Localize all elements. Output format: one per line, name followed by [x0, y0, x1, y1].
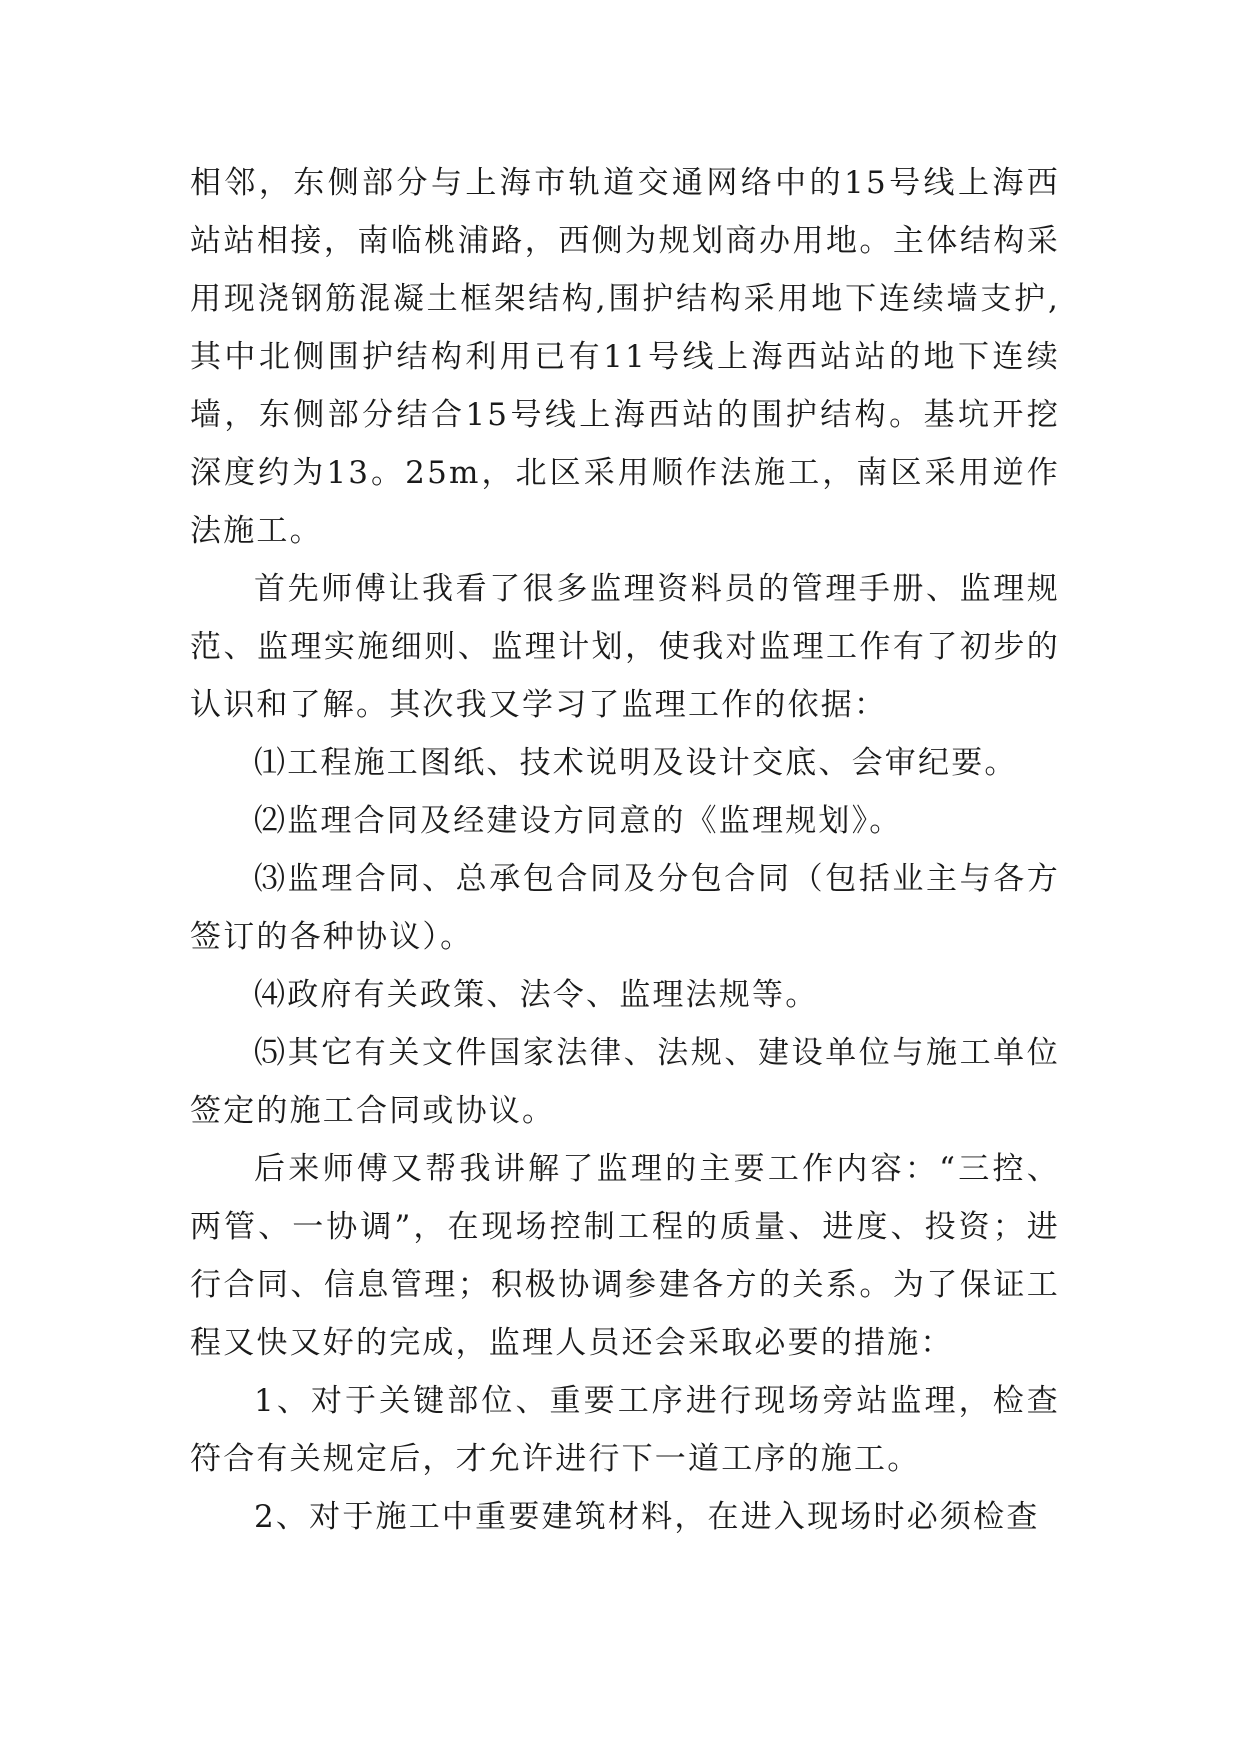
list-item-basis-3: ⑶监理合同、总承包合同及分包合同（包括业主与各方签订的各种协议）。 [190, 861, 1060, 955]
list-item-basis-2: ⑵监理合同及经建设方同意的《监理规划》。 [254, 803, 903, 839]
list-item-measure-1: 1、对于关键部位、重要工序进行现场旁站监理，检查符合有关规定后，才允许进行下一道工序的施工。 [190, 1383, 1060, 1477]
paragraph-main-work: 后来师傅又帮我讲解了监理的主要工作内容：“三控、两管、一协调”，在现场控制工程的质量、进度、投资；进行合同、信息管理；积极协调参建各方的关系。为了保证工程又快又好的完成，监理人员还会采取必要的措施： [190, 1151, 1060, 1361]
paragraph-learning-intro: 首先师傅让我看了很多监理资料员的管理手册、监理规范、监理实施细则、监理计划，使我对监理工作有了初步的认识和了解。其次我又学习了监理工作的依据： [190, 571, 1060, 723]
list-item-basis-5: ⑸其它有关文件国家法律、法规、建设单位与施工单位签定的施工合同或协议。 [190, 1035, 1060, 1129]
list-item-basis-1: ⑴工程施工图纸、技术说明及设计交底、会审纪要。 [254, 745, 1018, 781]
list-item-basis-4: ⑷政府有关政策、法令、监理法规等。 [254, 977, 819, 1013]
document-body [190, 154, 1060, 1546]
list-item-measure-2: 2、对于施工中重要建筑材料，在进入现场时必须检查 [254, 1499, 1040, 1535]
paragraph-project-description: 相邻，东侧部分与上海市轨道交通网络中的15号线上海西站站相接，南临桃浦路，西侧为规划商办用地。主体结构采用现浇钢筋混凝土框架结构,围护结构采用地下连续墙支护,其中北侧围护结构利用已有11号线上海西站站的地下连续墙，东侧部分结合15号线上海西站的围护结构。基坑开挖深度约为13。25m，北区采用顺作法施工，南区采用逆作法施工。 [190, 165, 1060, 549]
